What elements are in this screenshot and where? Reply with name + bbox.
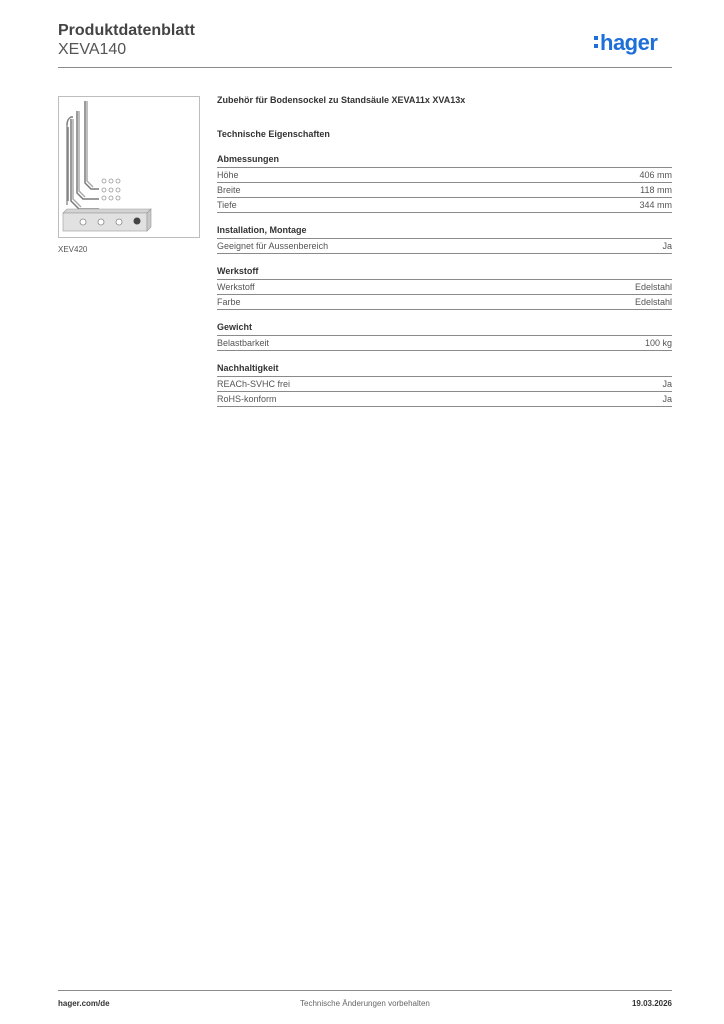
spec-label: Farbe bbox=[217, 297, 241, 307]
spec-value: 100 kg bbox=[644, 338, 672, 348]
product-code: XEVA140 bbox=[58, 41, 127, 58]
spec-row bbox=[217, 168, 672, 183]
spec-value: 344 mm bbox=[639, 200, 672, 210]
hager-logo bbox=[594, 30, 657, 56]
footer-date: 19.03.2026 bbox=[631, 999, 672, 1008]
product-details bbox=[217, 95, 672, 418]
logo-text: hager bbox=[600, 30, 658, 55]
spec-value: Edelstahl bbox=[634, 282, 672, 292]
product-description: Zubehör für Bodensockel zu Standsäule XEVA11x XVA13x bbox=[217, 95, 466, 105]
section-werkstoff bbox=[217, 265, 672, 310]
spec-label: Breite bbox=[217, 185, 241, 195]
spec-row bbox=[217, 183, 672, 198]
spec-row bbox=[217, 336, 672, 351]
spec-label: Tiefe bbox=[217, 200, 237, 210]
section-heading: Werkstoff bbox=[217, 265, 672, 280]
spec-row bbox=[217, 295, 672, 310]
spec-row bbox=[217, 198, 672, 213]
spec-value: 406 mm bbox=[639, 170, 672, 180]
spec-value: Ja bbox=[662, 241, 672, 251]
footer-divider bbox=[58, 990, 672, 991]
product-illustration-icon bbox=[59, 97, 199, 237]
spec-value: Ja bbox=[662, 379, 672, 389]
section-nachhaltigkeit bbox=[217, 362, 672, 407]
spec-label: Geeignet für Aussenbereich bbox=[217, 241, 329, 251]
spec-value: Edelstahl bbox=[634, 297, 672, 307]
spec-label: RoHS-konform bbox=[217, 394, 277, 404]
section-heading: Installation, Montage bbox=[217, 224, 672, 239]
header-divider bbox=[58, 67, 672, 68]
footer-note: Technische Änderungen vorbehalten bbox=[300, 999, 430, 1008]
tech-heading: Technische Eigenschaften bbox=[217, 129, 330, 139]
page-header bbox=[58, 21, 195, 59]
page-title: Produktdatenblatt bbox=[58, 22, 195, 39]
section-heading: Abmessungen bbox=[217, 153, 672, 168]
spec-row bbox=[217, 392, 672, 407]
section-abmessungen bbox=[217, 153, 672, 213]
image-caption: XEV420 bbox=[58, 245, 88, 254]
spec-value: Ja bbox=[662, 394, 672, 404]
spec-row bbox=[217, 280, 672, 295]
footer-website-link[interactable]: hager.com/de bbox=[58, 999, 110, 1008]
logo-dots-icon bbox=[594, 36, 598, 52]
spec-row bbox=[217, 239, 672, 254]
spec-label: Höhe bbox=[217, 170, 239, 180]
section-heading: Nachhaltigkeit bbox=[217, 362, 672, 377]
spec-value: 118 mm bbox=[640, 185, 672, 195]
section-gewicht bbox=[217, 321, 672, 351]
section-installation bbox=[217, 224, 672, 254]
spec-label: Belastbarkeit bbox=[217, 338, 270, 348]
spec-label: Werkstoff bbox=[217, 282, 255, 292]
section-heading: Gewicht bbox=[217, 321, 672, 336]
spec-row bbox=[217, 377, 672, 392]
product-image bbox=[58, 96, 200, 238]
spec-label: REACh-SVHC frei bbox=[217, 379, 291, 389]
